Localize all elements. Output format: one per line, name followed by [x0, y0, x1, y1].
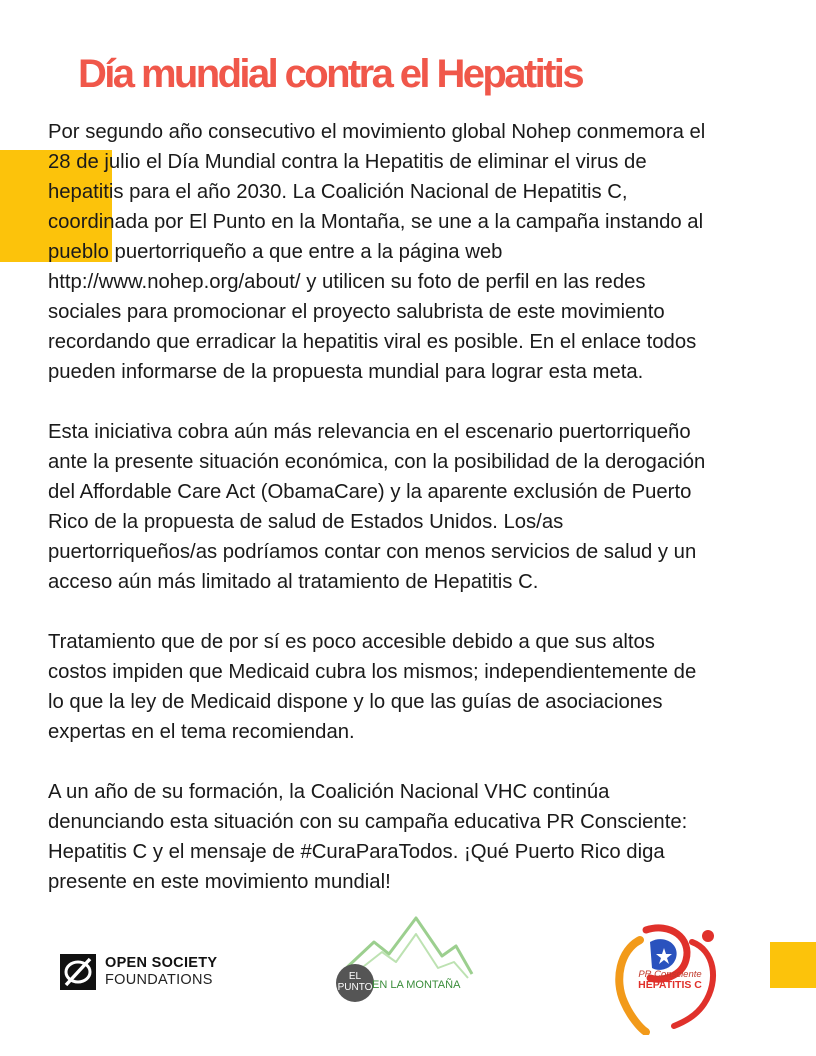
text-line: Hepatitis C y el mensaje de #CuraParaTodos. ¡Qué Puerto Rico diga — [48, 841, 665, 863]
punto-circle-badge — [336, 964, 374, 1002]
text-line: lo que la ley de Medicaid dispone y lo que las guías de asociaciones — [48, 691, 663, 713]
text-line: del Affordable Care Act (ObamaCare) y la aparente exclusión de Puerto — [48, 481, 692, 503]
paragraph-4 — [48, 777, 788, 897]
text-line: A un año de su formación, la Coalición Nacional VHC continúa — [48, 781, 610, 803]
text-line: denunciando esta situación con su campaña educativa PR Consciente: — [48, 811, 688, 833]
osf-mark-icon — [60, 954, 96, 990]
text-line: acceso aún más limitado al tratamiento de Hepatitis C. — [48, 571, 539, 593]
text-line: pueblo puertorriqueño a que entre a la página web — [48, 241, 503, 263]
punto-caption: EN LA MONTAÑA — [372, 979, 461, 991]
punto-circle-line1: EL — [348, 971, 362, 982]
text-line: Tratamiento que de por sí es poco accesible debido a que sus altos — [48, 631, 655, 653]
text-line: ante la presente situación económica, con la posibilidad de la derogación — [48, 451, 706, 473]
yellow-accent-block-right — [770, 942, 816, 988]
open-society-foundations-logo — [60, 952, 230, 992]
text-line: expertas en el tema recomiendan. — [48, 721, 355, 743]
text-line: puertorriqueños/as podríamos contar con menos servicios de salud y un — [48, 541, 697, 563]
article-body — [48, 117, 788, 927]
paragraph-3 — [48, 627, 788, 747]
text-line-with-url: http://www.nohep.org/about/ y utilicen su foto de perfil en las redes — [48, 271, 646, 293]
pr-consciente-hepatitis-c-logo — [600, 920, 730, 1035]
punto-circle-line2: PUNTO — [337, 982, 373, 993]
text-line: coordinada por El Punto en la Montaña, se une a la campaña instando al — [48, 211, 704, 233]
text-line: costos impiden que Medicaid cubra los mismos; independientemente de — [48, 661, 697, 683]
pr-logo-line2: HEPATITIS C — [638, 979, 702, 991]
pr-logo-line1: PR Consciente — [638, 969, 702, 980]
text-line: recordando que erradicar la hepatitis viral es posible. En el enlace todos — [48, 331, 697, 353]
paragraph-2 — [48, 417, 788, 597]
osf-name-line1: OPEN SOCIETY — [105, 955, 218, 971]
text-line: Esta iniciativa cobra aún más relevancia en el escenario puertorriqueño — [48, 421, 691, 443]
osf-name-line2: FOUNDATIONS — [105, 972, 213, 988]
text-line: Por segundo año consecutivo el movimiento global Nohep conmemora el — [48, 121, 706, 143]
el-punto-en-la-montana-logo — [334, 912, 474, 1004]
page-title: Día mundial contra el Hepatitis — [78, 52, 582, 96]
text-line: 28 de julio el Día Mundial contra la Hepatitis de eliminar el virus de — [48, 151, 647, 173]
text-line: hepatitis para el año 2030. La Coalición Nacional de Hepatitis C, — [48, 181, 628, 203]
text-line: Rico de la propuesta de salud de Estados Unidos. Los/as — [48, 511, 564, 533]
text-line: pueden informarse de la propuesta mundial para lograr esta meta. — [48, 361, 644, 383]
text-line: sociales para promocionar el proyecto salubrista de este movimiento — [48, 301, 665, 323]
text-line: presente en este movimiento mundial! — [48, 871, 391, 893]
paragraph-1 — [48, 117, 788, 387]
